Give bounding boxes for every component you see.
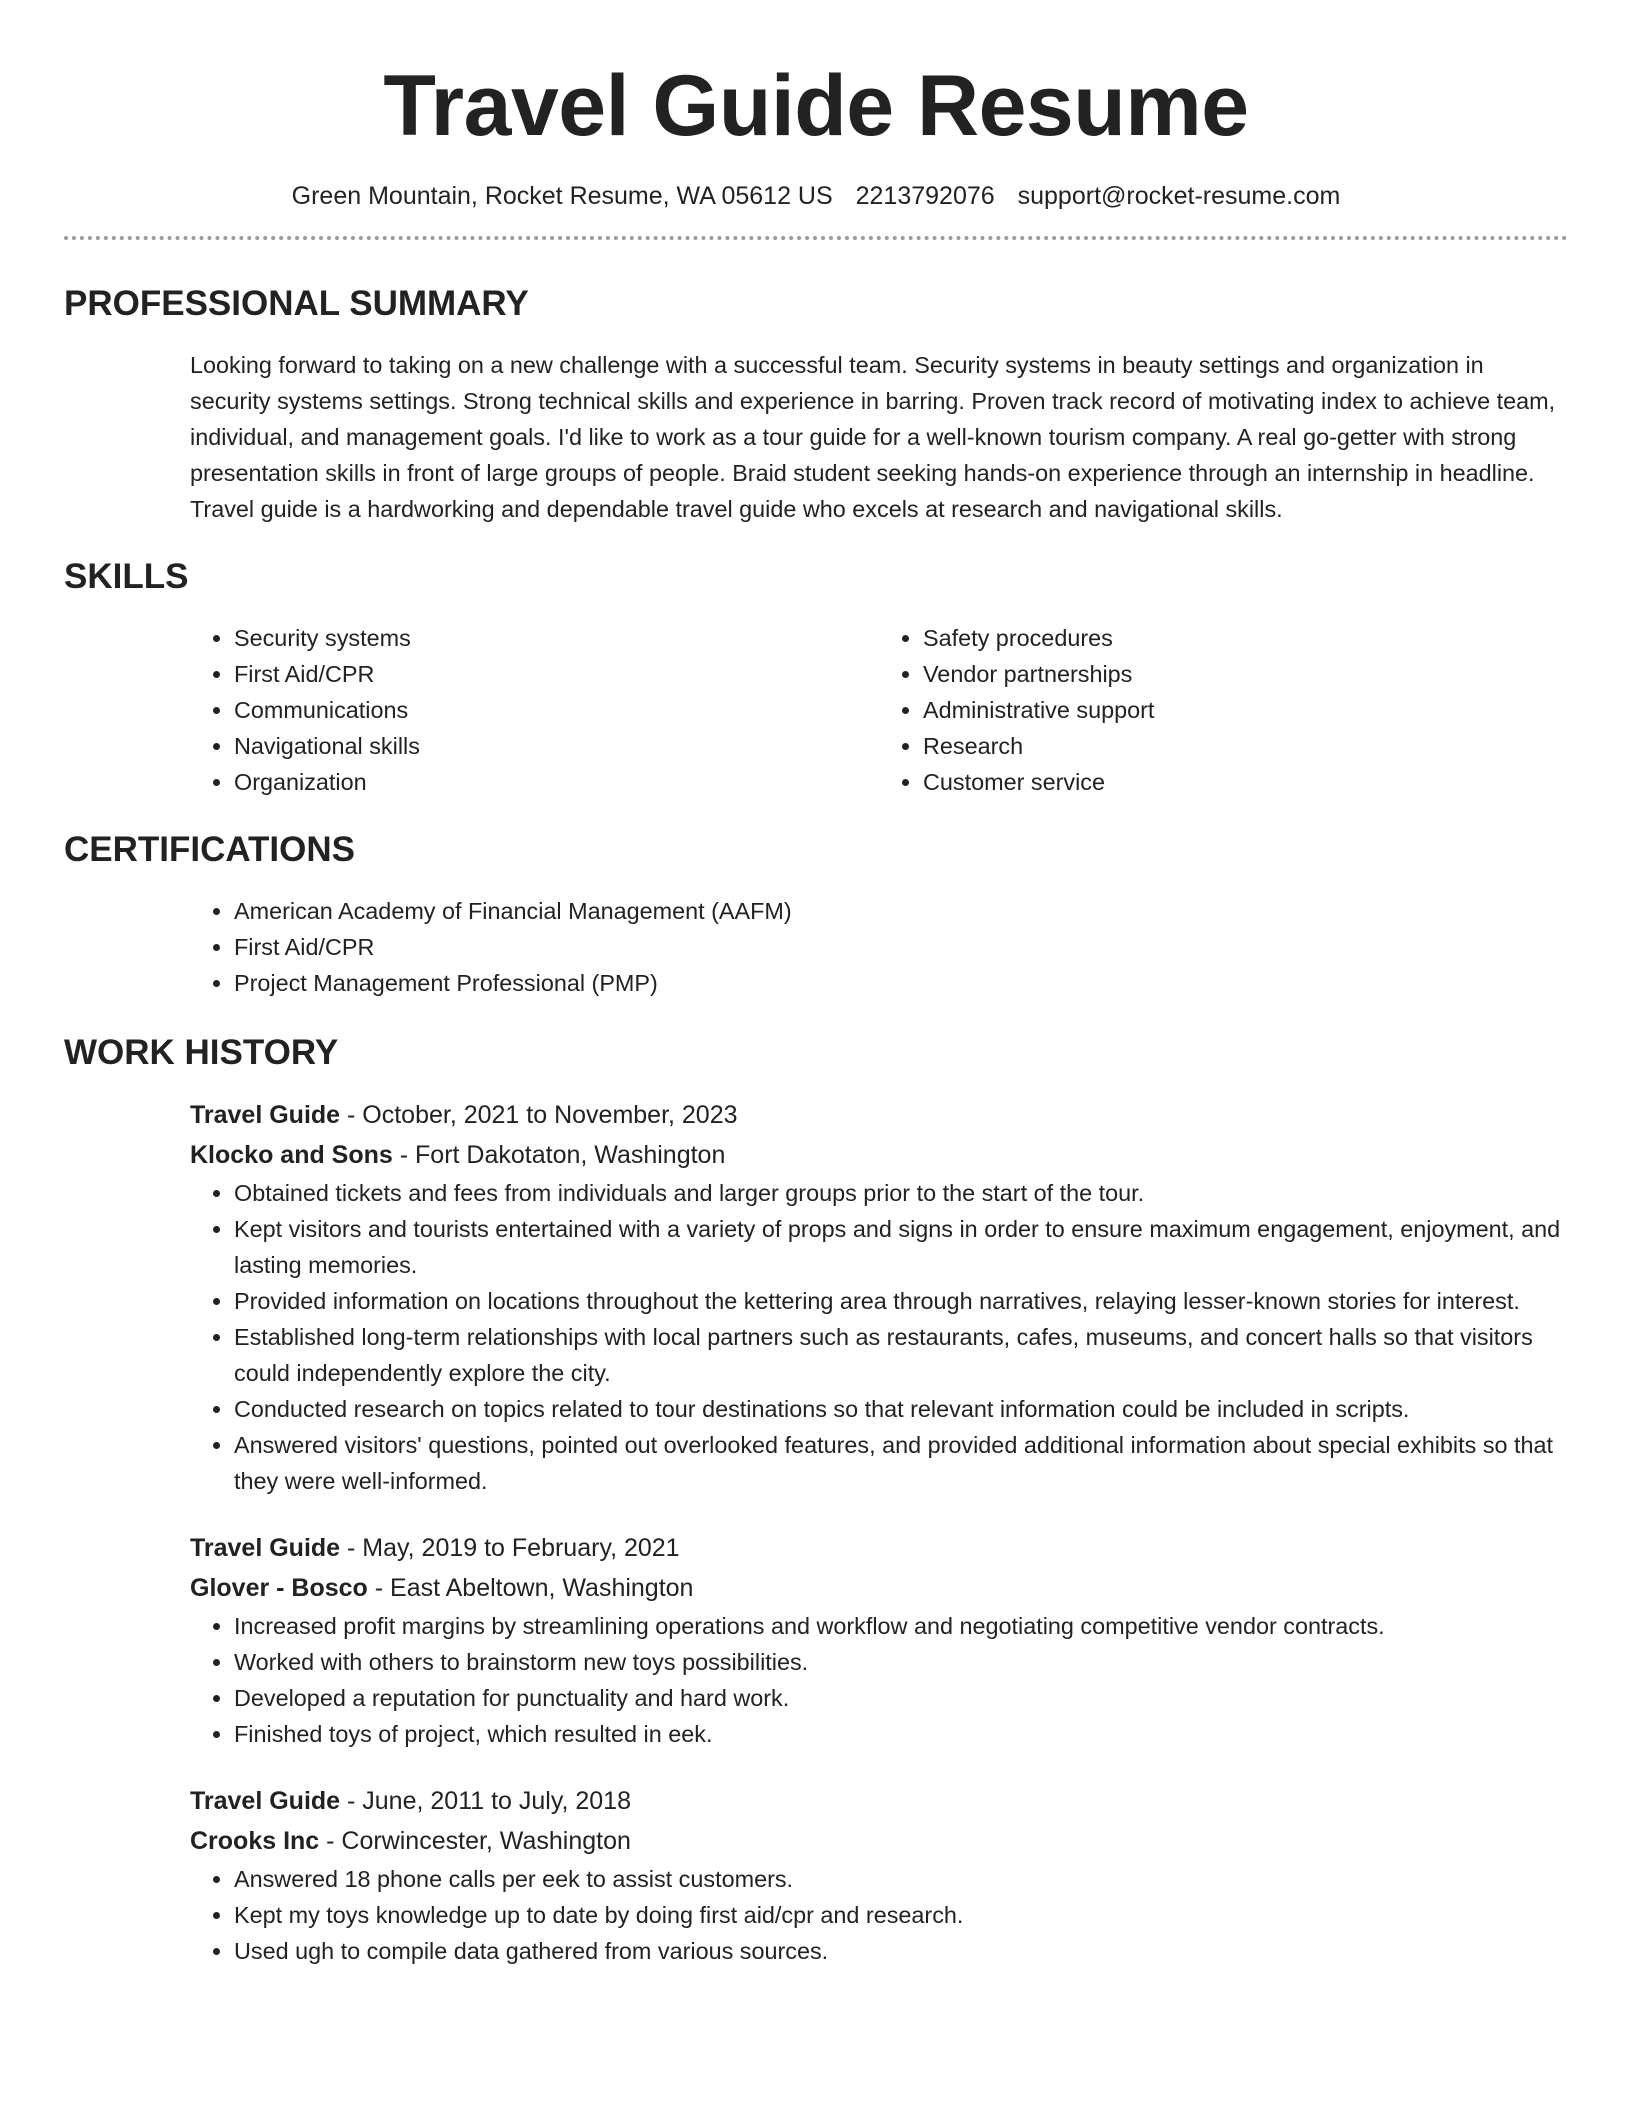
contact-line (64, 180, 1568, 212)
job-duties-list (190, 1608, 1568, 1752)
skill-item: • Vendor partnerships (923, 656, 1568, 692)
job-location: - East Abeltown, Washington (367, 1574, 694, 1602)
job-entry (190, 1781, 1568, 1969)
certification-item: • Project Management Professional (PMP) (234, 965, 1568, 1001)
job-duty: • Kept my toys knowledge up to date by doing first aid/cpr and research. (234, 1897, 1568, 1933)
job-duty: • Established long-term relationships with local partners such as restaurants, cafes, museums, and concert halls so that visitors could independently explore the city. (234, 1319, 1568, 1391)
job-duty: • Answered visitors' questions, pointed out overlooked features, and provided additional information about special exhibits so that they were well-informed. (234, 1427, 1568, 1499)
job-company: Glover - Bosco (190, 1574, 368, 1602)
job-duty: • Used ugh to compile data gathered from various sources. (234, 1933, 1568, 1969)
contact-email: support@rocket-resume.com (1017, 182, 1341, 210)
job-location: - Corwincester, Washington (319, 1827, 631, 1855)
skill-item: • Communications (234, 692, 879, 728)
certifications-body (190, 893, 1568, 1001)
certification-item: • First Aid/CPR (234, 929, 1568, 965)
certifications-list (190, 893, 1568, 1001)
skill-item: • First Aid/CPR (234, 656, 879, 692)
skill-item: • Safety procedures (923, 620, 1568, 656)
job-title: Travel Guide (190, 1787, 341, 1815)
header-divider (64, 236, 1568, 240)
summary-heading: PROFESSIONAL SUMMARY (64, 284, 529, 323)
job-duty: • Kept visitors and tourists entertained with a variety of props and signs in order to ensure maximum engagement, enjoyment, and lasting memories. (234, 1211, 1568, 1283)
skill-item: • Organization (234, 764, 879, 800)
summary-text: Looking forward to taking on a new challenge with a successful team. Security systems in beauty settings and organization in security systems settings. Strong technical skills and experience in barring. Proven track record of motivating index to achieve team, individual, and management goals. I'd like to work as a tour guide for a well-known tourism company. A real go-getter with strong presentation skills in front of large groups of people. Braid student seeking hands-on experience through an internship in headline. Travel guide is a hardworking and dependable travel guide who excels at research and navigational skills. (190, 352, 1556, 522)
skills-list-right (879, 620, 1568, 800)
certification-item: • American Academy of Financial Management (AAFM) (234, 893, 1568, 929)
job-duty: • Increased profit margins by streamlining operations and workflow and negotiating competitive vendor contracts. (234, 1608, 1568, 1644)
job-entry (190, 1528, 1568, 1752)
job-entry (190, 1095, 1568, 1499)
job-duty: • Finished toys of project, which resulted in eek. (234, 1716, 1568, 1752)
job-duty: • Conducted research on topics related to tour destinations so that relevant information could be included in scripts. (234, 1391, 1568, 1427)
job-company: Crooks Inc (190, 1827, 320, 1855)
skill-item: • Security systems (234, 620, 879, 656)
contact-phone: 2213792076 (855, 182, 995, 210)
job-dates: - May, 2019 to February, 2021 (340, 1534, 680, 1562)
job-dates: - June, 2011 to July, 2018 (340, 1787, 631, 1815)
job-title-line (190, 1781, 1568, 1821)
job-duty: • Worked with others to brainstorm new toys possibilities. (234, 1644, 1568, 1680)
job-duty: • Answered 18 phone calls per eek to assist customers. (234, 1861, 1568, 1897)
job-title: Travel Guide (190, 1101, 341, 1129)
skills-section (64, 557, 1568, 800)
skill-item: • Navigational skills (234, 728, 879, 764)
job-title-line (190, 1095, 1568, 1135)
work-history-heading: WORK HISTORY (64, 1033, 339, 1072)
job-location: - Fort Dakotaton, Washington (392, 1141, 726, 1169)
job-duties-list (190, 1861, 1568, 1969)
certifications-heading: CERTIFICATIONS (64, 830, 356, 869)
skill-item: • Administrative support (923, 692, 1568, 728)
work-history-body (190, 1095, 1568, 1969)
job-company-line (190, 1135, 1568, 1175)
skills-heading: SKILLS (64, 557, 189, 596)
resume-title: Travel Guide Resume (383, 58, 1249, 154)
summary-section (64, 284, 1568, 527)
skill-item: • Research (923, 728, 1568, 764)
job-duty: • Obtained tickets and fees from individuals and larger groups prior to the start of the tour. (234, 1175, 1568, 1211)
certifications-section (64, 830, 1568, 1001)
skills-columns (190, 620, 1568, 800)
job-duty: • Developed a reputation for punctuality and hard work. (234, 1680, 1568, 1716)
job-duty: • Provided information on locations throughout the kettering area through narratives, relaying lesser-known stories for interest. (234, 1283, 1568, 1319)
job-dates: - October, 2021 to November, 2023 (340, 1101, 738, 1129)
skill-item: • Customer service (923, 764, 1568, 800)
contact-address: Green Mountain, Rocket Resume, WA 05612 US (291, 182, 833, 210)
skills-list-left (190, 620, 879, 800)
job-company-line (190, 1821, 1568, 1861)
job-company: Klocko and Sons (190, 1141, 393, 1169)
job-title-line (190, 1528, 1568, 1568)
job-title: Travel Guide (190, 1534, 341, 1562)
work-history-section (64, 1033, 1568, 1969)
resume-page (64, 0, 1568, 1969)
job-company-line (190, 1568, 1568, 1608)
job-duties-list (190, 1175, 1568, 1499)
